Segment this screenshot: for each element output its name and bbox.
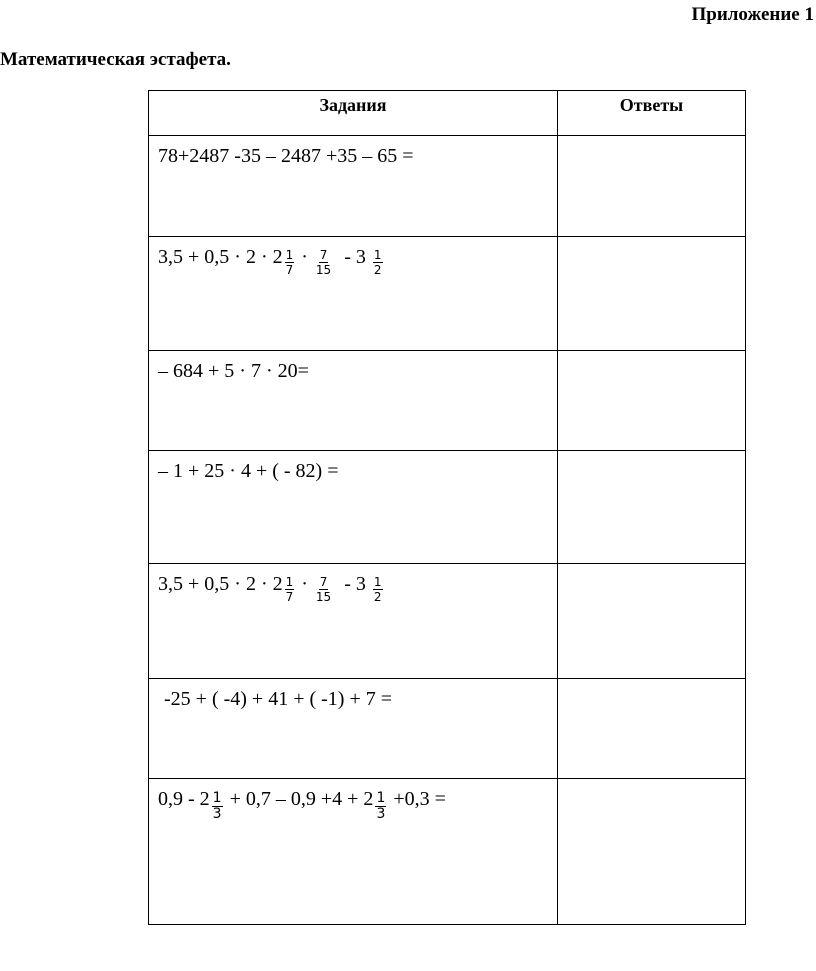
tasks-column-header: Задания [149, 91, 558, 136]
fraction-denominator: 3 [376, 806, 386, 822]
answer-cell[interactable] [558, 779, 746, 925]
fraction-numerator: 1 [373, 247, 382, 262]
expr-part: 0,9 - 2 [158, 788, 210, 811]
expr-part: - 3 [334, 246, 371, 268]
task-expression: – 1 + 25 · 4 + ( - 82) = [158, 460, 339, 482]
fraction [375, 791, 386, 822]
fraction [315, 248, 332, 277]
expr-part: 3,5 + 0,5 · 2 · 2 [158, 573, 283, 595]
task-cell [149, 451, 558, 564]
fraction-denominator: 3 [212, 806, 222, 822]
fraction-denominator: 7 [285, 262, 294, 277]
table-row [149, 136, 746, 237]
task-cell [149, 136, 558, 237]
answer-cell[interactable] [558, 679, 746, 779]
fraction [315, 575, 332, 604]
answer-cell[interactable] [558, 351, 746, 451]
fraction [285, 575, 295, 604]
task-expression [149, 564, 557, 604]
task-expression: – 684 + 5 · 7 · 20= [158, 360, 309, 382]
answer-cell[interactable] [558, 451, 746, 564]
fraction-denominator: 15 [315, 262, 332, 277]
fraction-numerator: 7 [319, 574, 328, 589]
task-cell [149, 237, 558, 351]
table-row [149, 351, 746, 451]
table-row [149, 451, 746, 564]
expr-part: · [296, 573, 313, 595]
task-expression [149, 237, 557, 277]
fraction-numerator: 1 [212, 790, 222, 806]
task-cell [149, 351, 558, 451]
task-cell [149, 564, 558, 679]
expr-part: · [296, 246, 313, 268]
task-expression: 78+2487 -35 – 2487 +35 – 65 = [158, 145, 414, 167]
fraction-denominator: 2 [373, 589, 382, 604]
fraction-numerator: 1 [285, 574, 294, 589]
tasks-table [148, 90, 746, 925]
fraction [373, 248, 383, 277]
task-cell [149, 679, 558, 779]
table-row [149, 564, 746, 679]
fraction-denominator: 2 [373, 262, 382, 277]
table-row [149, 679, 746, 779]
fraction-numerator: 1 [376, 790, 386, 806]
fraction-numerator: 1 [285, 247, 294, 262]
task-expression: -25 + ( -4) + 41 + ( -1) + 7 = [164, 688, 393, 710]
expr-part: - 3 [334, 573, 371, 595]
fraction [212, 791, 223, 822]
fraction-numerator: 7 [319, 247, 328, 262]
answer-cell[interactable] [558, 237, 746, 351]
answer-cell[interactable] [558, 564, 746, 679]
answers-column-header: Ответы [558, 91, 746, 136]
page-title: Математическая эстафета. [0, 49, 231, 70]
fraction-denominator: 7 [285, 589, 294, 604]
table-row [149, 779, 746, 925]
table-header-row [149, 91, 746, 136]
fraction [285, 248, 295, 277]
answer-cell[interactable] [558, 136, 746, 237]
expr-part: 3,5 + 0,5 · 2 · 2 [158, 246, 283, 268]
appendix-label: Приложение 1 [691, 4, 814, 25]
task-cell [149, 779, 558, 925]
fraction-denominator: 15 [315, 589, 332, 604]
task-expression [149, 779, 557, 822]
table-row [149, 237, 746, 351]
expr-part: +0,3 = [388, 788, 446, 811]
fraction [373, 575, 383, 604]
expr-part: + 0,7 – 0,9 +4 + 2 [224, 788, 374, 811]
fraction-numerator: 1 [373, 574, 382, 589]
